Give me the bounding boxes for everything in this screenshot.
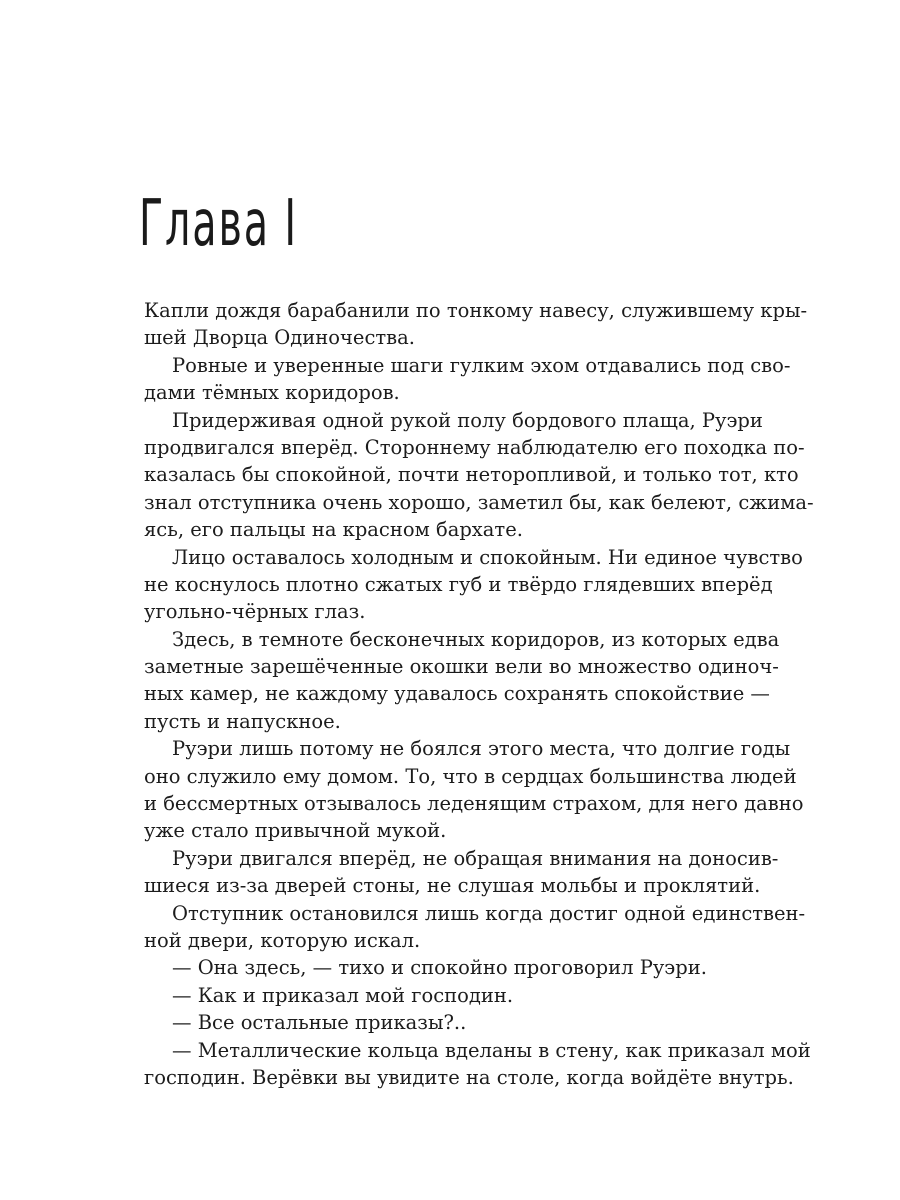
text-line: Отступник остановился лишь когда достиг одной единствен- xyxy=(172,901,806,925)
text-line: уже стало привычной мукой. xyxy=(144,819,447,843)
text-line: — Она здесь, — тихо и спокойно проговорил Руэри. xyxy=(172,956,707,980)
text-line: пусть и напускное. xyxy=(144,709,341,733)
text-line: Придерживая одной рукой полу бордового плаща, Руэри xyxy=(172,408,763,432)
text-line: Руэри лишь потому не боялся этого места, что долгие годы xyxy=(172,737,791,761)
body-text xyxy=(144,297,814,1091)
text-line: — Как и приказал мой господин. xyxy=(172,983,514,1007)
text-line: ной двери, которую искал. xyxy=(144,928,421,952)
text-line: и бессмертных отзывалось леденящим страхом, для него давно xyxy=(144,792,804,816)
text-line: не коснулось плотно сжатых губ и твёрдо глядевших вперёд xyxy=(144,572,773,596)
text-line: — Все остальные приказы?.. xyxy=(172,1011,467,1035)
text-line: заметные зарешёченные окошки вели во множество одиноч- xyxy=(144,655,779,679)
text-line: Ровные и уверенные шаги гулким эхом отдавались под сво- xyxy=(172,353,791,377)
text-line: угольно-чёрных глаз. xyxy=(144,600,366,624)
text-line: Здесь, в темноте бесконечных коридоров, из которых едва xyxy=(172,627,780,651)
text-line: шиеся из-за дверей стоны, не слушая мольбы и проклятий. xyxy=(144,874,761,898)
text-line: знал отступника очень хорошо, заметил бы, как белеют, сжима- xyxy=(144,490,814,514)
text-line: оно служило ему домом. То, что в сердцах большинства людей xyxy=(144,764,797,788)
chapter-title: Глава I xyxy=(139,187,298,261)
text-line: — Металлические кольца вделаны в стену, как приказал мой xyxy=(172,1038,811,1062)
text-line: Лицо оставалось холодным и спокойным. Ни единое чувство xyxy=(172,545,803,569)
text-line: дами тёмных коридоров. xyxy=(144,381,400,405)
text-line: ных камер, не каждому удавалось сохранять спокойствие — xyxy=(144,682,770,706)
text-line: шей Дворца Одиночества. xyxy=(144,326,415,350)
text-line: продвигался вперёд. Стороннему наблюдателю его походка по- xyxy=(144,435,805,459)
text-line: господин. Верёвки вы увидите на столе, когда войдёте внутрь. xyxy=(144,1065,794,1089)
text-line: казалась бы спокойной, почти неторопливой, и только тот, кто xyxy=(144,463,799,487)
text-line: ясь, его пальцы на красном бархате. xyxy=(144,518,523,542)
text-line: Руэри двигался вперёд, не обращая внимания на доносив- xyxy=(172,846,779,870)
text-line: Капли дождя барабанили по тонкому навесу, служившему кры- xyxy=(144,299,808,322)
